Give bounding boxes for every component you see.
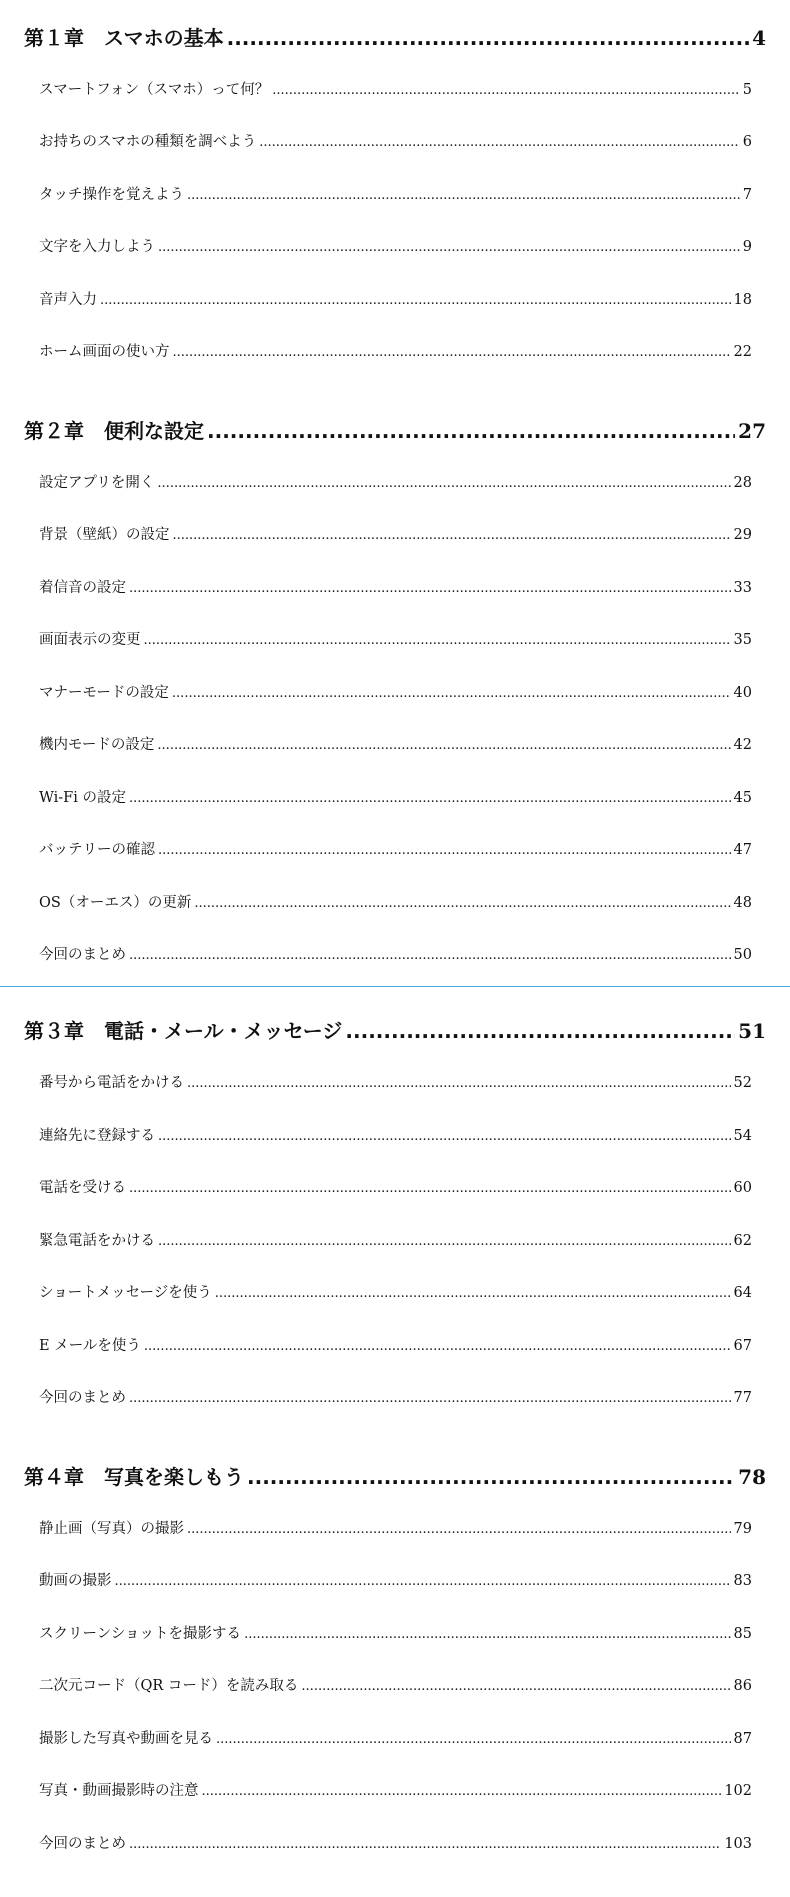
entry-page: 28 — [733, 475, 752, 491]
entry-title: 着信音の設定 — [39, 580, 126, 596]
chapter-page: 78 — [738, 1465, 766, 1489]
toc-entry[interactable] — [39, 1071, 752, 1092]
entry-title: Wi-Fi の設定 — [39, 790, 126, 806]
entry-page: 35 — [733, 632, 752, 648]
entry-title: スマートフォン（スマホ）って何？ — [39, 82, 270, 98]
toc-entry[interactable] — [39, 1124, 752, 1145]
entry-page: 85 — [733, 1626, 752, 1642]
entry-title: 番号から電話をかける — [39, 1075, 184, 1091]
toc-entry[interactable] — [39, 1779, 752, 1800]
leader-dots — [129, 581, 731, 596]
leader-dots — [129, 1391, 731, 1406]
entry-page: 79 — [733, 1521, 752, 1537]
toc-entry[interactable] — [39, 1176, 752, 1197]
entry-page: 103 — [724, 1836, 752, 1852]
entry-page: 47 — [733, 842, 752, 858]
entry-page: 22 — [733, 344, 752, 360]
toc-entry[interactable] — [39, 943, 752, 964]
toc-entry[interactable] — [39, 1727, 752, 1748]
leader-dots — [129, 948, 731, 963]
chapter-2-heading[interactable] — [24, 415, 766, 444]
toc-entry[interactable] — [39, 733, 752, 754]
entry-page: 83 — [733, 1573, 752, 1589]
entry-title: ショートメッセージを使う — [39, 1285, 212, 1301]
chapter-page: 4 — [752, 26, 766, 50]
entry-title: 撮影した写真や動画を見る — [39, 1731, 213, 1747]
entry-title: 今回のまとめ — [39, 1390, 126, 1406]
leader-dots — [115, 1574, 731, 1589]
entry-title: ホーム画面の使い方 — [39, 344, 170, 360]
leader-dots — [244, 1627, 730, 1642]
entry-title: 動画の撮影 — [39, 1573, 112, 1589]
entry-title: 機内モードの設定 — [39, 737, 155, 753]
chapter-title: 第１章 スマホの基本 — [24, 26, 224, 50]
entry-page: 87 — [733, 1731, 752, 1747]
leader-dots — [157, 476, 730, 491]
leader-dots — [272, 83, 740, 98]
entry-title: スクリーンショットを撮影する — [39, 1626, 242, 1642]
leader-dots — [301, 1679, 730, 1694]
entry-title: タッチ操作を覚えよう — [39, 187, 184, 203]
toc-entry[interactable] — [39, 340, 752, 361]
leader-dots — [173, 528, 731, 543]
entry-title: 連絡先に登録する — [39, 1128, 155, 1144]
toc-entry[interactable] — [39, 235, 752, 256]
entry-title: マナーモードの設定 — [39, 685, 169, 701]
toc-entry[interactable] — [39, 1281, 752, 1302]
leader-dots — [187, 1076, 731, 1091]
entry-page: 86 — [733, 1678, 752, 1694]
toc-entry[interactable] — [39, 1386, 752, 1407]
toc-entry[interactable] — [39, 1832, 752, 1853]
chapter-4-heading[interactable] — [24, 1461, 766, 1490]
leader-dots — [158, 843, 731, 858]
leader-dots — [157, 738, 730, 753]
toc-entry[interactable] — [39, 288, 752, 309]
chapter-1-heading[interactable] — [24, 22, 766, 51]
entry-title: 静止画（写真）の撮影 — [39, 1521, 184, 1537]
entry-page: 33 — [733, 580, 752, 596]
entry-page: 5 — [742, 82, 752, 98]
page-divider — [0, 986, 790, 987]
leader-dots — [207, 419, 735, 443]
entry-page: 29 — [733, 527, 752, 543]
entry-title: 二次元コード（QR コード）を読み取る — [39, 1678, 299, 1694]
toc-entry[interactable] — [39, 1334, 752, 1355]
entry-page: 67 — [733, 1338, 752, 1354]
entry-page: 52 — [733, 1075, 752, 1091]
leader-dots — [144, 1339, 731, 1354]
entry-page: 50 — [733, 947, 752, 963]
entry-page: 48 — [733, 895, 752, 911]
leader-dots — [247, 1465, 735, 1489]
entry-title: 緊急電話をかける — [39, 1233, 155, 1249]
leader-dots — [202, 1784, 722, 1799]
leader-dots — [345, 1019, 735, 1043]
toc-entry[interactable] — [39, 628, 752, 649]
entry-title: OS（オーエス）の更新 — [39, 895, 192, 911]
leader-dots — [215, 1286, 731, 1301]
entry-page: 6 — [742, 134, 752, 150]
chapter-3-heading[interactable] — [24, 1015, 766, 1044]
leader-dots — [187, 188, 740, 203]
entry-page: 18 — [733, 292, 752, 308]
toc-entry[interactable] — [39, 130, 752, 151]
chapter-page: 51 — [738, 1019, 766, 1043]
entry-title: バッテリーの確認 — [39, 842, 155, 858]
chapter-title: 第４章 写真を楽しもう — [24, 1465, 244, 1489]
leader-dots — [158, 240, 740, 255]
leader-dots — [144, 633, 731, 648]
leader-dots — [187, 1522, 731, 1537]
entry-page: 9 — [742, 239, 752, 255]
toc-entry[interactable] — [39, 78, 752, 99]
toc-entry[interactable] — [39, 576, 752, 597]
leader-dots — [129, 1181, 731, 1196]
toc-entry[interactable] — [39, 183, 752, 204]
entry-title: 音声入力 — [39, 292, 97, 308]
leader-dots — [172, 686, 731, 701]
toc-entry[interactable] — [39, 838, 752, 859]
entry-page: 60 — [733, 1180, 752, 1196]
entry-page: 42 — [733, 737, 752, 753]
entry-title: 今回のまとめ — [39, 947, 126, 963]
leader-dots — [227, 26, 749, 50]
toc-entry[interactable] — [39, 786, 752, 807]
chapter-page: 27 — [738, 419, 766, 443]
entry-page: 102 — [724, 1783, 752, 1799]
entry-page: 45 — [733, 790, 752, 806]
entry-page: 40 — [733, 685, 752, 701]
leader-dots — [259, 135, 740, 150]
entry-title: 電話を受ける — [39, 1180, 126, 1196]
entry-title: 画面表示の変更 — [39, 632, 141, 648]
leader-dots — [173, 345, 731, 360]
entry-title: 今回のまとめ — [39, 1836, 126, 1852]
toc-entry[interactable] — [39, 1569, 752, 1590]
entry-page: 77 — [733, 1390, 752, 1406]
entry-page: 54 — [733, 1128, 752, 1144]
toc-entry[interactable] — [39, 523, 752, 544]
toc-entry[interactable] — [39, 1674, 752, 1695]
entry-title: 文字を入力しよう — [39, 239, 155, 255]
entry-title: 背景（壁紙）の設定 — [39, 527, 170, 543]
toc-entry[interactable] — [39, 1229, 752, 1250]
entry-title: 写真・動画撮影時の注意 — [39, 1783, 199, 1799]
entry-title: E メールを使う — [39, 1338, 141, 1354]
leader-dots — [129, 791, 731, 806]
entry-title: お持ちのスマホの種類を調べよう — [39, 134, 257, 150]
entry-page: 7 — [742, 187, 752, 203]
chapter-title: 第２章 便利な設定 — [24, 419, 204, 443]
leader-dots — [158, 1234, 731, 1249]
toc-entry[interactable] — [39, 471, 752, 492]
leader-dots — [158, 1129, 731, 1144]
toc-entry[interactable] — [39, 1517, 752, 1538]
leader-dots — [194, 896, 730, 911]
toc-entry[interactable] — [39, 681, 752, 702]
leader-dots — [100, 293, 731, 308]
leader-dots — [129, 1837, 721, 1852]
entry-page: 64 — [733, 1285, 752, 1301]
entry-page: 62 — [733, 1233, 752, 1249]
chapter-title: 第３章 電話・メール・メッセージ — [24, 1019, 343, 1043]
leader-dots — [216, 1732, 731, 1747]
toc-entry[interactable] — [39, 891, 752, 912]
toc-entry[interactable] — [39, 1622, 752, 1643]
entry-title: 設定アプリを開く — [39, 475, 155, 491]
